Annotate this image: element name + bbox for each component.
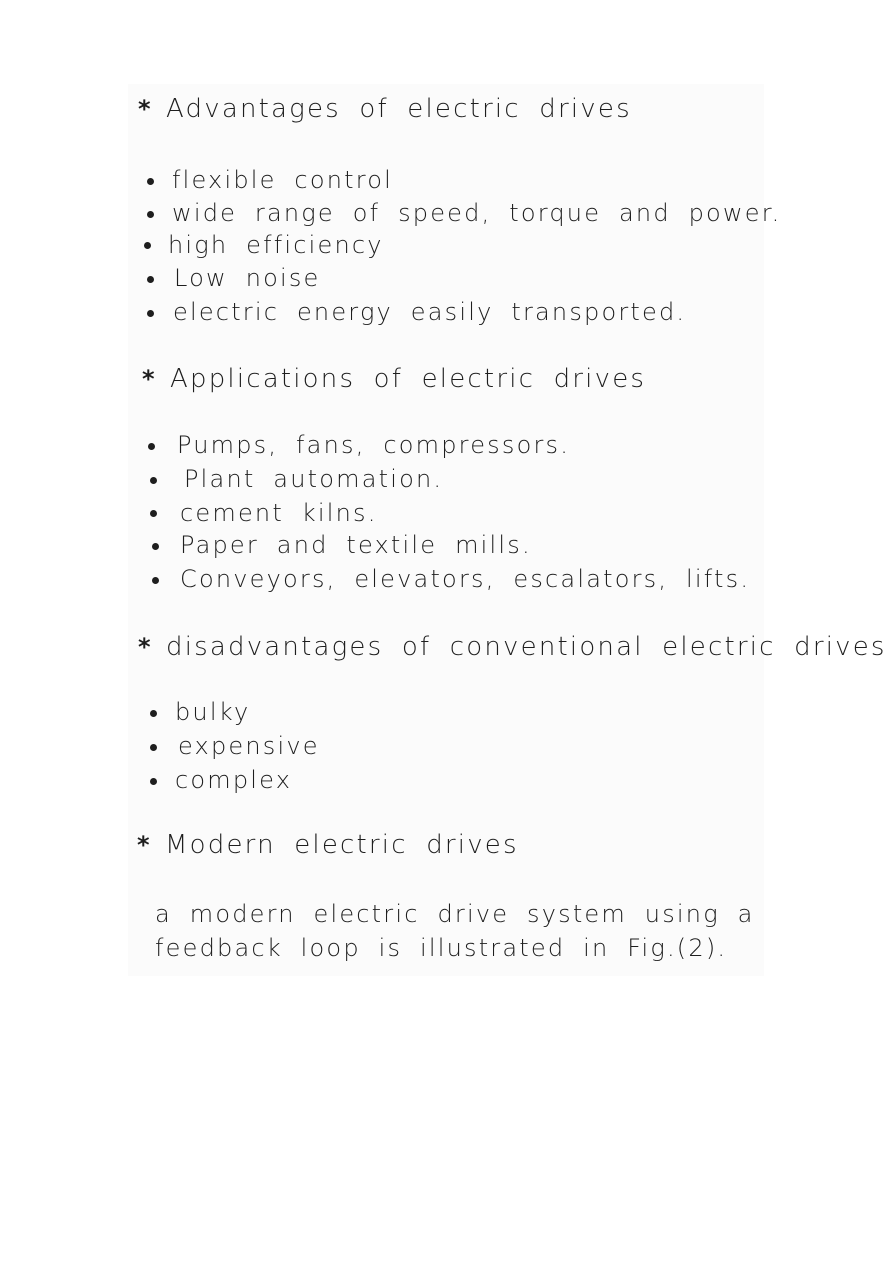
heading-text: disadvantages of conventional electric drives — [166, 632, 887, 662]
list-item: Plant automation. — [184, 465, 444, 493]
list-item: wide range of speed, torque and power. — [172, 199, 782, 227]
bullet-icon — [148, 443, 155, 450]
bullet-icon — [152, 543, 159, 550]
heading-text: Applications of electric drives — [170, 364, 647, 394]
section-heading-modern — [137, 832, 519, 858]
asterisk-marker: * — [137, 831, 150, 859]
asterisk-marker: * — [142, 365, 155, 393]
list-item: flexible control — [172, 166, 394, 194]
bullet-icon — [152, 577, 159, 584]
bullet-icon — [150, 710, 157, 717]
list-item: expensive — [178, 732, 320, 760]
list-item: electric energy easily transported. — [173, 298, 687, 326]
list-item: high efficiency — [168, 231, 384, 259]
section-heading-applications — [142, 366, 646, 392]
asterisk-marker: * — [138, 633, 151, 661]
asterisk-marker: * — [138, 95, 151, 123]
section-heading-advantages — [138, 96, 632, 122]
bullet-icon — [147, 276, 154, 283]
list-item: Pumps, fans, compressors. — [177, 431, 571, 459]
bullet-icon — [150, 477, 157, 484]
list-item: cement kilns. — [180, 499, 378, 527]
list-item: Conveyors, elevators, escalators, lifts. — [180, 565, 751, 593]
section-heading-disadvantages — [138, 634, 887, 660]
heading-text: Modern electric drives — [165, 830, 519, 860]
bullet-icon — [147, 310, 154, 317]
bullet-icon — [150, 778, 157, 785]
bullet-icon — [147, 178, 154, 185]
list-item: complex — [175, 766, 293, 794]
bullet-icon — [147, 211, 154, 218]
list-item: Low noise — [174, 264, 321, 292]
bullet-icon — [150, 510, 157, 517]
list-item: bulky — [175, 698, 251, 726]
bullet-icon — [150, 744, 157, 751]
bullet-icon — [144, 242, 151, 249]
list-item: Paper and textile mills. — [180, 531, 532, 559]
paragraph-text: a modern electric drive system using a feedback loop is illustrated in Fig.(2). — [155, 900, 755, 962]
heading-text: Advantages of electric drives — [166, 94, 632, 124]
